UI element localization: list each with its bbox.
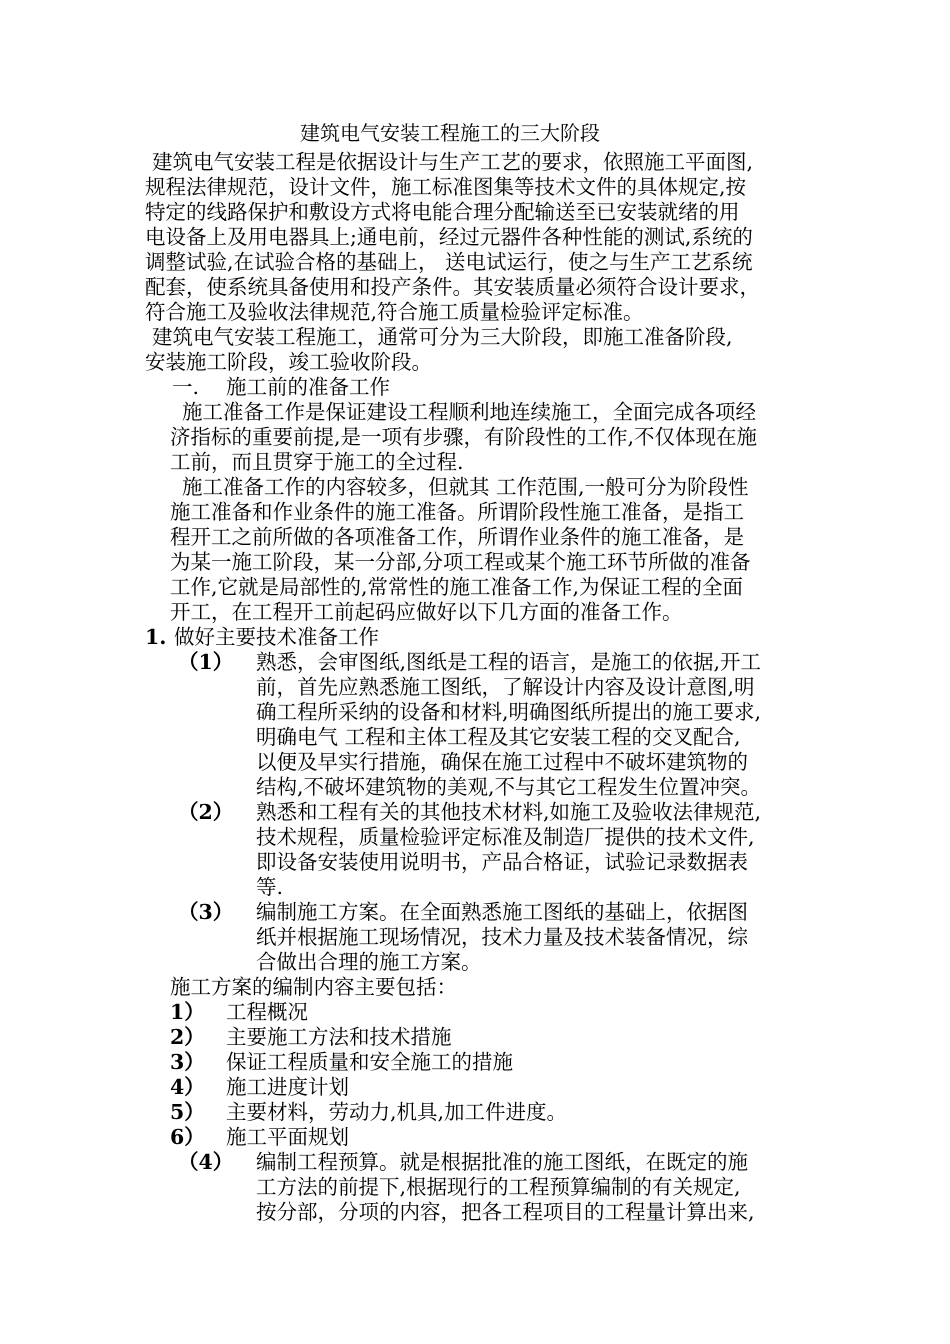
item-line: 编制工程预算。就是根据批准的施工图纸，在既定的施 bbox=[256, 1150, 748, 1174]
plan-item-text: 施工进度计划 bbox=[226, 1075, 349, 1099]
para2-line: 开工，在工程开工前起码应做好以下几方面的准备工作。 bbox=[170, 600, 683, 624]
item-line: 编制施工方案。在全面熟悉施工图纸的基础上，依据图 bbox=[256, 900, 748, 924]
intro-line: 调整试验,在试验合格的基础上， 送电试运行，使之与生产工艺系统 bbox=[145, 250, 753, 274]
intro-line: 规程法律规范，设计文件，施工标准图集等技术文件的具体规定,按 bbox=[145, 175, 747, 199]
item-line: 按分部，分项的内容，把各工程项目的工程量计算出来, bbox=[256, 1200, 755, 1224]
item-number: （4） bbox=[178, 1150, 234, 1174]
page-title: 建筑电气安装工程施工的三大阶段 bbox=[300, 121, 600, 145]
item-line: 工方法的前提下,根据现行的工程预算编制的有关规定, bbox=[256, 1175, 741, 1199]
item-number: （3） bbox=[178, 900, 234, 924]
item-line: 确工程所采纳的设备和材料,明确图纸所提出的施工要求, bbox=[256, 700, 762, 724]
item-line: 合做出合理的施工方案。 bbox=[256, 950, 482, 974]
plan-intro: 施工方案的编制内容主要包括： bbox=[170, 975, 457, 999]
item-line: 结构,不破坏建筑物的美观,不与其它工程发生位置冲突。 bbox=[256, 775, 762, 799]
para1-line: 施工准备工作是保证建设工程顺利地连续施工，全面完成各项经 bbox=[182, 400, 756, 424]
intro-line: 建筑电气安装工程是依据设计与生产工艺的要求，依照施工平面图, bbox=[152, 150, 754, 174]
heading-title: 做好主要技术准备工作 bbox=[174, 625, 379, 649]
para2-line: 程开工之前所做的各项准备工作，所谓作业条件的施工准备，是 bbox=[170, 525, 744, 549]
plan-item-number: 5） bbox=[170, 1100, 205, 1124]
item-line: 熟悉，会审图纸,图纸是工程的语言，是施工的依据,开工 bbox=[256, 650, 762, 674]
item-number: （1） bbox=[178, 650, 234, 674]
plan-item-number: 1） bbox=[170, 1000, 205, 1024]
item-line: 等. bbox=[256, 875, 284, 899]
para2-line: 施工准备和作业条件的施工准备。所谓阶段性施工准备，是指工 bbox=[170, 500, 744, 524]
plan-item-text: 主要材料，劳动力,机具,加工件进度。 bbox=[226, 1100, 568, 1124]
item-line: 明确电气 工程和主体工程及其它安装工程的交叉配合, bbox=[256, 725, 741, 749]
plan-item-text: 施工平面规划 bbox=[226, 1125, 349, 1149]
item-line: 前，首先应熟悉施工图纸，了解设计内容及设计意图,明 bbox=[256, 675, 755, 699]
intro-line: 符合施工及验收法律规范,符合施工质量检验评定标准。 bbox=[145, 300, 644, 324]
para1-line: 济指标的重要前提,是一项有步骤，有阶段性的工作,不仅体现在施 bbox=[170, 425, 758, 449]
stages-line: 建筑电气安装工程施工，通常可分为三大阶段，即施工准备阶段, bbox=[152, 325, 733, 349]
item-line: 以便及早实行措施，确保在施工过程中不破坏建筑物的 bbox=[256, 750, 748, 774]
item-line: 即设备安装使用说明书，产品合格证，试验记录数据表 bbox=[256, 850, 748, 874]
section-title: 施工前的准备工作 bbox=[226, 375, 390, 399]
item-line: 技术规程，质量检验评定标准及制造厂提供的技术文件, bbox=[256, 825, 755, 849]
intro-line: 电设备上及用电器具上;通电前，经过元器件各种性能的测试,系统的 bbox=[145, 225, 753, 249]
heading-number: 1. bbox=[145, 625, 167, 649]
plan-item-text: 保证工程质量和安全施工的措施 bbox=[226, 1050, 513, 1074]
plan-item-number: 6） bbox=[170, 1125, 205, 1149]
item-line: 纸并根据施工现场情况，技术力量及技术装备情况，综 bbox=[256, 925, 748, 949]
intro-line: 配套，使系统具备使用和投产条件。其安装质量必须符合设计要求， bbox=[145, 275, 760, 299]
plan-item-number: 2） bbox=[170, 1025, 205, 1049]
intro-line: 特定的线路保护和敷设方式将电能合理分配输送至已安装就绪的用 bbox=[145, 200, 740, 224]
item-number: （2） bbox=[178, 800, 234, 824]
para2-line: 为某一施工阶段，某一分部,分项工程或某个施工环节所做的准备 bbox=[170, 550, 751, 574]
para1-line: 工前，而且贯穿于施工的全过程. bbox=[170, 450, 464, 474]
plan-item-number: 3） bbox=[170, 1050, 205, 1074]
para2-line: 施工准备工作的内容较多，但就其 工作范围,一般可分为阶段性 bbox=[182, 475, 749, 499]
stages-line: 安装施工阶段，竣工验收阶段。 bbox=[145, 350, 432, 374]
item-line: 熟悉和工程有关的其他技术材料,如施工及验收法律规范, bbox=[256, 800, 762, 824]
plan-item-text: 主要施工方法和技术措施 bbox=[226, 1025, 452, 1049]
plan-item-number: 4） bbox=[170, 1075, 205, 1099]
plan-item-text: 工程概况 bbox=[226, 1000, 308, 1024]
para2-line: 工作,它就是局部性的,常常性的施工准备工作,为保证工程的全面 bbox=[170, 575, 744, 599]
section-number: 一. bbox=[172, 375, 200, 399]
